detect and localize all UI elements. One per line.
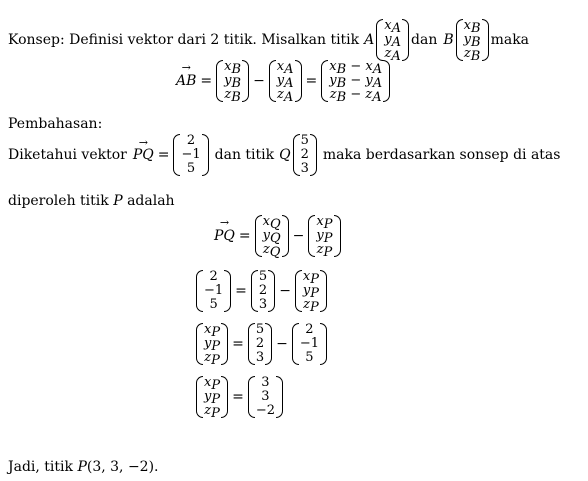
step1-vp-y: yP: [316, 228, 333, 246]
step2-v2: [251, 270, 275, 312]
step2-v2-z: 3: [258, 297, 268, 312]
ab-vec-a: [269, 59, 302, 105]
jadi-point-p: P: [77, 459, 87, 475]
step1-pq-symbol: → PQ: [214, 228, 235, 244]
q-y: 2: [300, 147, 309, 162]
ab-diff-x: xB − xA: [329, 59, 383, 77]
step4-v2-y: 3: [261, 389, 270, 404]
ab-vec-b-z: zB: [224, 87, 241, 105]
step2-v3-y: yP: [302, 283, 320, 301]
ab-vec-b: [216, 59, 249, 105]
step4-v2-x: 3: [261, 375, 270, 390]
ab-vector-symbol: → AB: [176, 73, 196, 89]
diketahui-line: Diketahui vektor → PQ = 2 −1 5 dan titik Q 5 2 3 maka berdasarkan sonsep di atas: [8, 134, 560, 176]
step3-v3-y: −1: [299, 336, 320, 351]
step3-v1-z: zP: [204, 350, 220, 368]
step4-v1-x: xP: [204, 375, 221, 393]
dan-titik-text: dan titik: [214, 147, 275, 163]
point-p-label: P: [113, 193, 123, 209]
q-z: 3: [300, 161, 309, 176]
point-b-label: B: [443, 32, 454, 48]
step2-v3: [295, 269, 327, 315]
step4-v1-y: yP: [204, 389, 221, 407]
jadi-line: [8, 458, 159, 476]
step1-vq: [255, 214, 289, 260]
ab-diff: [321, 59, 390, 105]
q-vector: [293, 134, 317, 176]
step2-v1-x: 2: [209, 269, 218, 284]
step4-v2: [248, 376, 283, 418]
pq-x: 2: [186, 133, 196, 148]
q-x: 5: [300, 133, 309, 148]
ab-diff-z: zB − zA: [329, 87, 382, 105]
step1-vp-x: xP: [316, 214, 333, 232]
step-2: 2 −1 5 = 5 2 3 − xP yP zP: [196, 270, 327, 312]
step1-vq-z: zQ: [262, 242, 281, 260]
vector-a: [376, 18, 409, 64]
step3-v3-x: 2: [305, 322, 314, 337]
ab-vec-a-x: xA: [276, 59, 294, 77]
step2-v3-x: xP: [302, 269, 320, 287]
step-4: xP yP zP = 3 3 −2: [196, 376, 283, 418]
vector-a-column: [383, 18, 402, 64]
ab-diff-y: yB − yA: [329, 73, 383, 91]
vector-b-z: zB: [463, 46, 481, 64]
step3-v3-z: 5: [305, 350, 314, 365]
vector-b: [456, 18, 489, 64]
ab-formula: → AB = xB yB zB − xA yA zA = xB − xA yB − yA zB − zA: [176, 60, 390, 102]
step1-vp-z: zP: [316, 242, 333, 260]
pembahasan-heading: Pembahasan:: [8, 116, 103, 132]
step2-v3-z: zP: [303, 297, 319, 315]
step3-v1-x: xP: [204, 322, 221, 340]
step3-v1: [196, 322, 228, 368]
step2-v2-y: 2: [258, 283, 268, 298]
pq-z: 5: [186, 161, 196, 176]
vector-b-column: [463, 18, 482, 64]
step3-v2-x: 5: [255, 322, 265, 337]
vector-b-y: yB: [463, 32, 481, 50]
step4-v1: [196, 375, 228, 421]
jadi-text: Jadi, titik: [8, 459, 73, 475]
ab-vec-a-y: yA: [276, 73, 294, 91]
ab-vec-b-y: yB: [224, 73, 242, 91]
step-1: → PQ = xQ yQ zQ − xP yP zP: [214, 215, 341, 257]
ab-vec-b-x: xB: [224, 59, 242, 77]
diketahui-lead: Diketahui vektor: [8, 147, 127, 163]
step2-v2-x: 5: [258, 269, 268, 284]
step3-v2-y: 2: [255, 336, 265, 351]
konsep-lead: Konsep: Definisi vektor dari 2 titik. Misalkan titik: [8, 32, 360, 48]
step-3: xP yP zP = 5 2 3 − 2 −1 5: [196, 323, 327, 365]
adalah-text: adalah: [127, 193, 175, 209]
step1-vq-x: xQ: [262, 214, 281, 232]
konsep-line: [8, 18, 530, 64]
step3-v3: [292, 323, 327, 365]
point-q-label: Q: [279, 147, 291, 163]
step2-v1-y: −1: [204, 283, 224, 298]
vector-a-z: zA: [384, 46, 401, 64]
ab-vec-a-z: zA: [277, 87, 294, 105]
step2-v1: [196, 270, 231, 312]
diperoleh-line: [8, 192, 175, 210]
diperoleh-text: diperoleh titik: [8, 193, 109, 209]
pq-vector: [173, 134, 208, 176]
vector-a-y: yA: [384, 32, 402, 50]
step3-v1-y: yP: [204, 336, 221, 354]
point-a-label: A: [364, 32, 375, 48]
vector-b-x: xB: [463, 18, 481, 36]
maka-text: maka: [490, 32, 530, 48]
pq-vector-symbol: → PQ: [133, 146, 154, 164]
step4-v2-z: −2: [255, 403, 276, 418]
dan-text: dan: [411, 32, 438, 48]
step4-v1-z: zP: [204, 403, 220, 421]
step1-vq-y: yQ: [262, 228, 281, 246]
step2-v1-z: 5: [209, 297, 218, 312]
step3-v2-z: 3: [255, 350, 265, 365]
diketahui-tail: maka berdasarkan sonsep di atas: [322, 147, 561, 163]
jadi-coords: (3, 3, −2).: [86, 459, 159, 475]
step3-v2: [248, 323, 272, 365]
vector-a-x: xA: [384, 18, 402, 36]
pq-y: −1: [181, 147, 201, 162]
step1-vp: [308, 214, 340, 260]
